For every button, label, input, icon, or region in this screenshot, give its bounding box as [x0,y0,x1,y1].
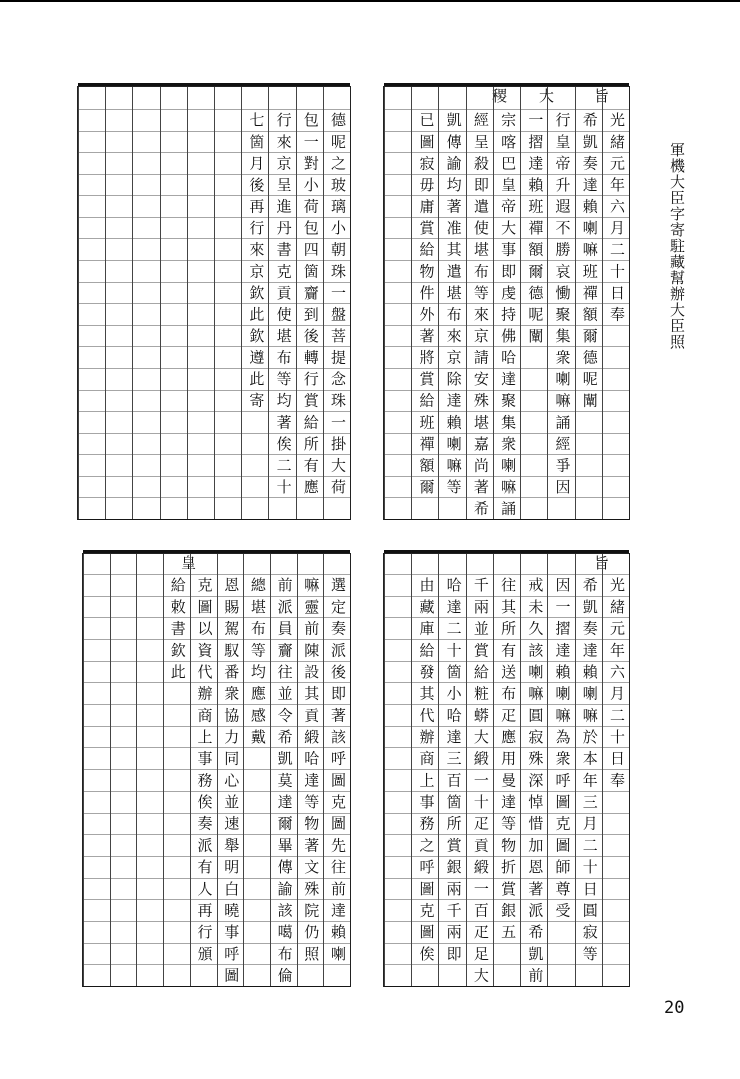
grid-row-line [384,986,629,987]
column-text [385,109,412,519]
column-text [161,109,188,519]
text-column [296,87,324,519]
text-column [187,87,215,519]
text-column [411,554,439,986]
column-text [215,109,242,519]
text-column [163,554,191,986]
column-text [137,574,164,986]
text-column [83,554,111,986]
panel-top-right [383,86,630,523]
column-text: 包一對小荷包四箇齎到後轉行賞給所有應 [301,112,320,501]
column-text: 恩賜駕馭番衆協力同心並速舉明白曉事呼圖 [222,577,241,990]
column-text: 凱傳諭均著准其遣堪布來京除達賴喇嘛等 [444,112,463,501]
text-column [217,554,245,990]
column-text: 千兩並賞給粧蟒大緞一十疋貢緞一百疋足大 [471,577,490,990]
text-column [323,87,351,519]
text-column [132,87,160,519]
header-mark: 旨 [594,87,610,105]
text-column [136,554,164,986]
text-column [602,87,630,519]
text-column [190,554,218,986]
text-column [297,554,325,986]
text-column [466,554,494,990]
column-text: 行來京呈進丹書克貢使堪布等均著俟二十 [274,112,293,501]
text-column [323,554,351,986]
text-column [411,87,439,519]
column-text: 戒未久該喇嘛圓寂殊深悼惜加恩著派希凱前 [526,577,545,990]
column-text: 因一摺達賴喇嘛為衆呼圖克圖師尊受 [553,577,572,925]
text-column [575,87,603,519]
column-text: 宗喀巴皇帝大事即虔持佛哈達聚集衆喇嘛誦 [499,112,518,523]
text-column [160,87,188,519]
text-column [547,87,575,519]
panel-bottom-right [383,553,630,990]
column-text: 給敕書欽此 [168,577,187,686]
text-column [438,87,466,519]
text-column [214,87,242,519]
column-text: 德呢之玻璃小朝珠一盤菩提念珠一掛大荷 [328,112,347,501]
column-text [111,574,138,986]
column-text: 嘛靈前陳設其貢緞哈達等物著文殊院仍照 [302,577,321,968]
column-text: 光緒元年六月二十日奉 [607,112,626,329]
text-column [493,87,521,523]
column-text: 克圖以資代辦商上事務俟奏派有人再行頒 [195,577,214,968]
side-title: 軍機大臣字寄駐藏幫辦大臣照 [668,142,686,350]
column-text: 希凱奏達賴喇嘛班禪額爾德呢闡 [580,112,599,415]
column-text: 一摺達賴班禪額爾德呢闡 [526,112,545,350]
column-text: 選定奏派後即著該呼圖克圖先往前達賴喇 [328,577,347,968]
column-text: 經呈殺即遣使堪布等來京請安殊堪嘉尚著希 [471,112,490,523]
text-column [241,87,269,519]
text-column [384,87,412,519]
text-column [438,554,466,986]
header-mark: 大 [539,87,555,105]
column-text: 行皇帝升遐不勝哀慟聚集衆喇嘛誦經爭因 [553,112,572,501]
text-column [384,554,412,986]
column-text: 哈達二十箇小哈達三百箇所賞銀兩千兩即 [444,577,463,968]
column-text: 前派員齎往並令希凱莫達爾畢傳諭該噶布倫 [275,577,294,990]
text-column [520,554,548,990]
column-text [188,109,215,519]
text-column [547,554,575,986]
header-mark: 稷 [492,87,508,105]
grid-row-line [78,519,350,520]
text-column [105,87,133,519]
text-column [78,87,106,519]
page-number: 20 [664,998,685,1018]
column-text: 由藏庫給發其代辦商上事務之呼圖克圖俟 [417,577,436,968]
column-text: 七箇月後再行來京欽此欽遵此寄 [247,112,266,415]
text-column [493,554,521,986]
text-column [110,554,138,986]
panel-top-rule [78,83,350,86]
panel-top-rule [384,550,629,553]
column-text: 往其所有送布疋應用曼達等物折賞銀五 [499,577,518,946]
text-column [243,554,271,986]
text-column [520,87,548,519]
panel-top-rule [83,550,350,553]
column-text: 希凱奏達賴喇嘛於本年三月二十日圓寂等 [580,577,599,968]
column-text [133,109,160,519]
column-text [106,109,133,519]
column-text [385,574,412,986]
text-column [466,87,494,523]
text-column [575,554,603,986]
panel-top-left [77,86,351,520]
text-column [268,87,296,519]
header-mark: 皇 [181,554,197,572]
panel-bottom-left [82,553,351,990]
column-text [84,574,111,986]
column-text: 總堪布等均應感戴 [248,577,267,751]
top-rule [0,0,740,2]
header-mark: 旨 [594,554,610,572]
column-text [79,109,106,519]
text-column [602,554,630,986]
column-text: 已圖寂毋庸賞給物件外著將賞給班禪額爾 [417,112,436,501]
column-text: 光緒元年六月二十日奉 [607,577,626,795]
text-column [270,554,298,990]
